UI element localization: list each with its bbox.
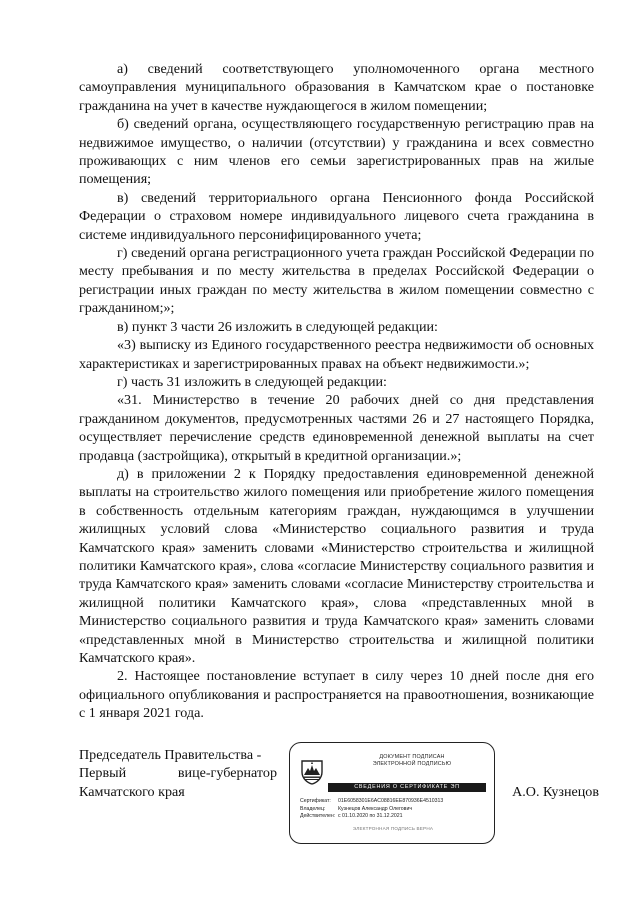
stamp-band: СВЕДЕНИЯ О СЕРТИФИКАТЕ ЭП bbox=[328, 783, 486, 792]
kamchatka-emblem-icon bbox=[300, 759, 324, 785]
stamp-details bbox=[300, 798, 486, 821]
paragraph-2: 2. Настоящее постановление вступает в силу через 10 дней после дня его официального опубликования и распространяется на правоотношения, возникающие с 1 января 2021 года. bbox=[79, 668, 594, 722]
paragraph-item-g: г) часть 31 изложить в следующей редакции: bbox=[117, 373, 387, 390]
signer-title-line1: Председатель Правительства - bbox=[79, 747, 262, 763]
stamp-row-label: Сертификат: bbox=[300, 798, 331, 804]
stamp-header-line2: ЭЛЕКТРОННОЙ ПОДПИСЬЮ bbox=[372, 761, 452, 767]
paragraph-v: в) сведений территориального органа Пенсионного фонда Российской Федерации о страховом номере индивидуального лицевого счета гражданина в системе индивидуального персонифицированного учета; bbox=[79, 189, 594, 243]
stamp-header-line1: ДОКУМЕНТ ПОДПИСАН bbox=[379, 754, 445, 760]
signature-block bbox=[0, 738, 640, 858]
stamp-row-label: Владелец: bbox=[300, 805, 326, 812]
stamp-row-value: Кузнецов Александр Олегович bbox=[338, 805, 413, 812]
e-signature-stamp bbox=[289, 742, 495, 844]
stamp-header bbox=[342, 754, 482, 768]
stamp-footer: ЭЛЕКТРОННАЯ ПОДПИСЬ ВЕРНА bbox=[352, 826, 434, 831]
stamp-row-value: с 01.10.2020 по 31.12.2021 bbox=[338, 813, 403, 819]
signer-title-line3: Камчатского края bbox=[79, 783, 185, 800]
document-body bbox=[79, 60, 594, 723]
paragraph-quote-31: «31. Министерство в течение 20 рабочих дней со дня представления гражданином документов, предусмотренных частями 26 и 27 настоящего Порядка, осуществляет перечисление средств единовременной денежной выплаты на счет продавца (застройщика), открытый в кредитной организации.»; bbox=[79, 392, 594, 464]
signer-title bbox=[79, 746, 277, 801]
paragraph-item-v: в) пункт 3 части 26 изложить в следующей редакции: bbox=[117, 318, 438, 335]
signer-name: А.О. Кузнецов bbox=[512, 784, 599, 800]
paragraph-item-d: д) в приложении 2 к Порядку предоставления единовременной денежной выплаты на строительство жилого помещения или приобретение жилого помещения в собственность отдельным категориям граждан, нуждающимся в улучшении жилищных условий слова «Министерство социального развития и труда Камчатского края» заменить словами «Министерство строительства и жилищной политики Камчатского края», слова «согласие Министерству социального развития и труда Камчатского края» заменить словами «согласие Министерству строительства и жилищной политики Камчатского края», слова «представленных мной в Министерство социального развития и труда Камчатского края» заменить словами «представленных мной в Министерство строительства и жилищной политики Камчатского края». bbox=[79, 465, 594, 666]
stamp-row-label: Действителен: bbox=[300, 813, 336, 819]
stamp-row-validity bbox=[300, 813, 486, 821]
paragraph-b: б) сведений органа, осуществляющего государственную регистрацию прав на недвижимое имущество, о наличии (отсутствии) у гражданина и всех совместно проживающих с ним членов его семьи зарегистрированных прав на жилые помещения; bbox=[79, 116, 594, 188]
signer-title-line2: Первый вице-губернатор bbox=[79, 765, 277, 782]
stamp-row-certificate bbox=[300, 798, 486, 806]
paragraph-quote-3: «3) выписку из Единого государственного реестра недвижимости об основных характеристиках и зарегистрированных правах на объект недвижимости.»; bbox=[79, 337, 594, 372]
stamp-row-value: 01E6058301E6AC08816EE870936E4510313 bbox=[338, 798, 444, 804]
stamp-row-owner bbox=[300, 806, 486, 814]
paragraph-a: а) сведений соответствующего уполномоченного органа местного самоуправления муниципального образования в Камчатском крае о постановке гражданина на учет в качестве нуждающегося в жилом помещении; bbox=[79, 61, 594, 114]
paragraph-g: г) сведений органа регистрационного учета граждан Российской Федерации по месту пребывания и по месту жительства в пределах Российской Федерации о регистрации иных граждан по месту жительства в жилом помещении совместно с гражданином;»; bbox=[79, 245, 594, 317]
